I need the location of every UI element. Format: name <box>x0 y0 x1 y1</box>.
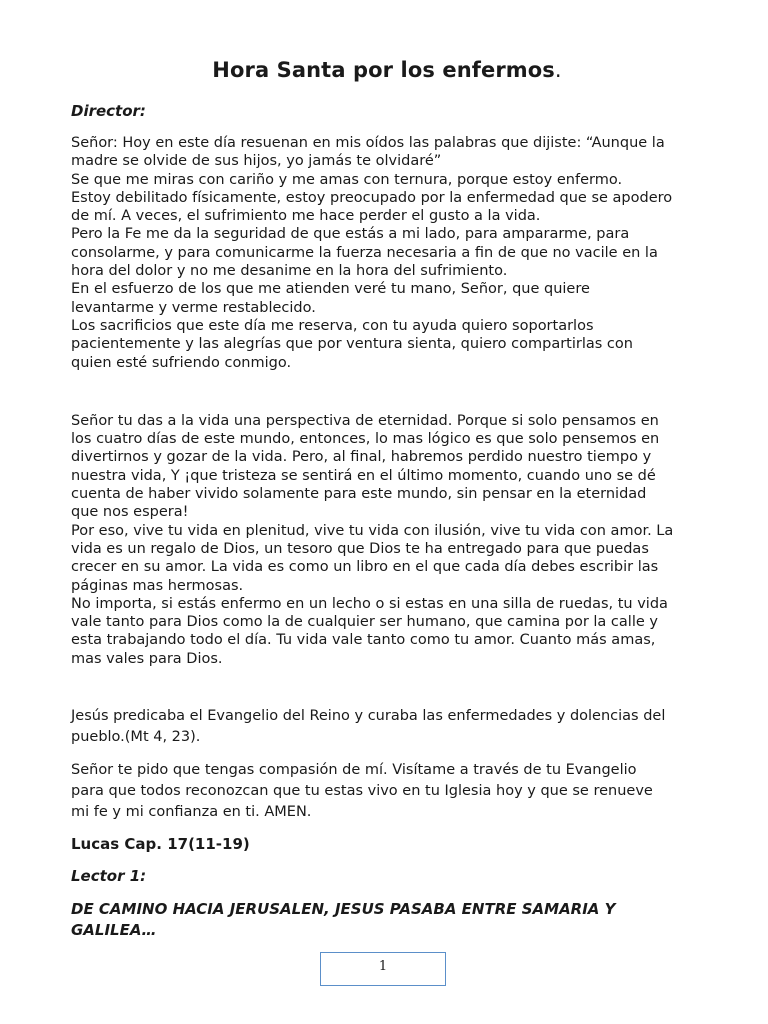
text-line: GALILEA… <box>71 921 157 940</box>
citation: Lucas Cap. 17(11-19) <box>71 835 250 854</box>
text-line: madre se olvide de sus hijos, yo jamás te olvidaré” <box>71 153 442 170</box>
text-line: En el esfuerzo de los que me atienden veré tu mano, Señor, que quiere <box>71 281 590 298</box>
page-number: 1 <box>320 952 446 986</box>
text-line: para que todos reconozcan que tu estas vivo en tu Iglesia hoy y que se renueve <box>71 783 653 800</box>
text-line: crecer en su amor. La vida es como un libro en el que cada día debes escribir las <box>71 559 659 576</box>
text-line: Pero la Fe me da la seguridad de que estás a mi lado, para ampararme, para <box>71 226 630 243</box>
text-line: hora del dolor y no me desanime en la hora del sufrimiento. <box>71 263 508 280</box>
document-page <box>71 58 703 941</box>
text-line: mas vales para Dios. <box>71 650 223 667</box>
document-title: Hora Santa por los enfermos. <box>212 58 562 82</box>
director-label: Director: <box>71 102 146 120</box>
text-line: levantarme y verme restablecido. <box>71 299 316 316</box>
text-line: páginas mas hermosas. <box>71 577 244 594</box>
text-line: Estoy debilitado físicamente, estoy preocupado por la enfermedad que se apodero <box>71 189 673 206</box>
reading-text <box>71 899 703 941</box>
text-line: los cuatro días de este mundo, entonces, lo mas lógico es que solo pensemos en <box>71 431 660 448</box>
paragraph-prayer-3 <box>71 760 703 823</box>
text-line: vida es un regalo de Dios, un tesoro que Dios te ha entregado para que puedas <box>71 540 649 557</box>
text-line: esta trabajando todo el día. Tu vida vale tanto como tu amor. Cuanto más amas, <box>71 632 656 649</box>
text-line: divertirnos y gozar de la vida. Pero, al final, habremos perdido nuestro tiempo y <box>71 449 652 466</box>
text-line: DE CAMINO HACIA JERUSALEN, JESUS PASABA ENTRE SAMARIA Y <box>71 900 616 919</box>
paragraph-gospel-quote <box>71 706 703 748</box>
text-line: Señor te pido que tengas compasión de mí. Visítame a través de tu Evangelio <box>71 762 637 779</box>
text-line: Los sacrificios que este día me reserva, con tu ayuda quiero soportarlos <box>71 317 594 334</box>
text-line: Se que me miras con cariño y me amas con ternura, porque estoy enfermo. <box>71 171 623 188</box>
text-line: quien esté sufriendo conmigo. <box>71 354 292 371</box>
text-line: Señor tu das a la vida una perspectiva de eternidad. Porque si solo pensamos en <box>71 412 659 429</box>
text-line: consolarme, y para comunicarme la fuerza necesaria a fin de que no vacile en la <box>71 244 658 261</box>
text-line: Señor: Hoy en este día resuenan en mis oídos las palabras que dijiste: “Aunque la <box>71 135 665 151</box>
text-line: mi fe y mi confianza en ti. AMEN. <box>71 804 312 821</box>
lector-label: Lector 1: <box>71 867 147 886</box>
text-line: nuestra vida, Y ¡que tristeza se sentirá en el último momento, cuando uno se dé <box>71 467 656 484</box>
text-line: vale tanto para Dios como la de cualquier ser humano, que camina por la calle y <box>71 614 658 631</box>
text-line: cuenta de haber vivido solamente para este mundo, sin pensar en la eternidad <box>71 486 647 503</box>
text-line: pueblo.(Mt 4, 23). <box>71 729 201 746</box>
text-line: Por eso, vive tu vida en plenitud, vive tu vida con ilusión, vive tu vida con amor. La <box>71 522 674 539</box>
text-line: de mí. A veces, el sufrimiento me hace perder el gusto a la vida. <box>71 208 541 225</box>
paragraph-prayer-2 <box>71 412 703 668</box>
text-line: Jesús predicaba el Evangelio del Reino y curaba las enfermedades y dolencias del <box>71 708 666 725</box>
text-line: que nos espera! <box>71 504 189 521</box>
text-line: pacientemente y las alegrías que por ventura sienta, quiero compartirlas con <box>71 336 633 353</box>
text-line: No importa, si estás enfermo en un lecho o si estas en una silla de ruedas, tu vida <box>71 595 668 612</box>
paragraph-prayer-1 <box>71 134 703 372</box>
